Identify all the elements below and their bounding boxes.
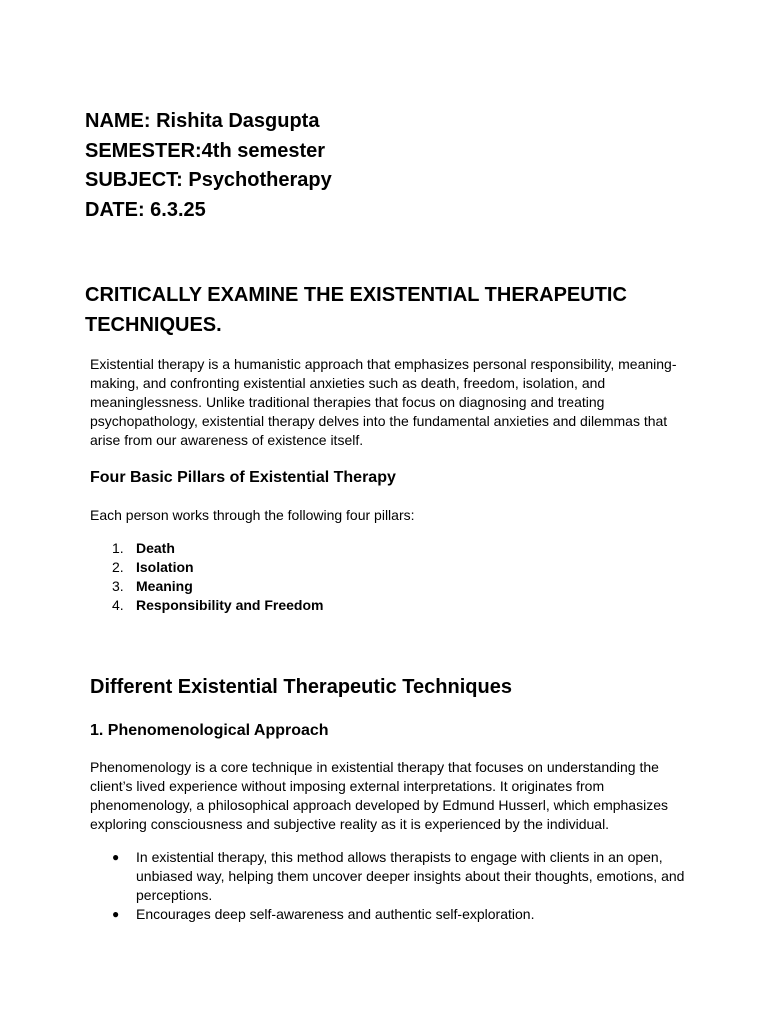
list-item	[90, 558, 323, 577]
list-item	[90, 596, 323, 615]
assignment-title-line-1: CRITICALLY EXAMINE THE EXISTENTIAL THERAPEUTIC	[85, 284, 627, 306]
list-item-text: In existential therapy, this method allows therapists to engage with clients in an open, unbiased way, helping them uncover deeper insights about their thoughts, emotions, and perceptions.	[136, 849, 685, 903]
intro-paragraph: Existential therapy is a humanistic approach that emphasizes personal responsibility, meaning-making, and confronting existential anxieties such as death, freedom, isolation, and meaninglessness. Unlike traditional therapies that focus on diagnosing and treating psychopathology, existential therapy delves into the fundamental anxieties and dilemmas that arise from our awareness of existence itself.	[90, 356, 677, 448]
list-item-text: Encourages deep self-awareness and authentic self-exploration.	[136, 906, 535, 922]
list-number: 2.	[112, 559, 124, 575]
student-name: NAME: Rishita Dasgupta	[85, 110, 320, 132]
list-number: 4.	[112, 597, 124, 613]
list-item	[90, 848, 690, 905]
list-number: 1.	[112, 540, 124, 556]
subject-line: SUBJECT: Psychotherapy	[85, 169, 332, 191]
techniques-heading: Different Existential Therapeutic Techniques	[90, 676, 512, 698]
list-item-text: Isolation	[136, 559, 194, 575]
pillars-list	[90, 539, 323, 615]
phenomenological-heading: 1. Phenomenological Approach	[90, 722, 329, 739]
assignment-title	[85, 281, 705, 340]
list-number: 3.	[112, 578, 124, 594]
bullet-icon: ●	[112, 907, 120, 921]
student-info-block	[85, 107, 705, 225]
list-item	[90, 539, 323, 558]
list-item-text: Death	[136, 540, 175, 556]
semester-line: SEMESTER:4th semester	[85, 139, 326, 162]
pillars-heading: Four Basic Pillars of Existential Therapy	[90, 469, 396, 486]
phenomenological-bullets	[90, 848, 690, 924]
list-item	[90, 577, 323, 596]
list-item-text: Meaning	[136, 578, 193, 594]
list-item-text: Responsibility and Freedom	[136, 597, 324, 613]
phenomenological-paragraph: Phenomenology is a core technique in existential therapy that focuses on understanding the client’s lived experience without imposing external interpretations. It originates from phenomenology, a philosophical approach developed by Edmund Husserl, which emphasizes exploring consciousness and subjective reality as it is experienced by the individual.	[90, 759, 668, 832]
pillars-lead-text: Each person works through the following four pillars:	[90, 507, 415, 523]
date-line: DATE: 6.3.25	[85, 198, 206, 221]
assignment-title-line-2: TECHNIQUES.	[85, 313, 222, 336]
bullet-icon: ●	[112, 850, 120, 864]
list-item	[90, 905, 690, 924]
